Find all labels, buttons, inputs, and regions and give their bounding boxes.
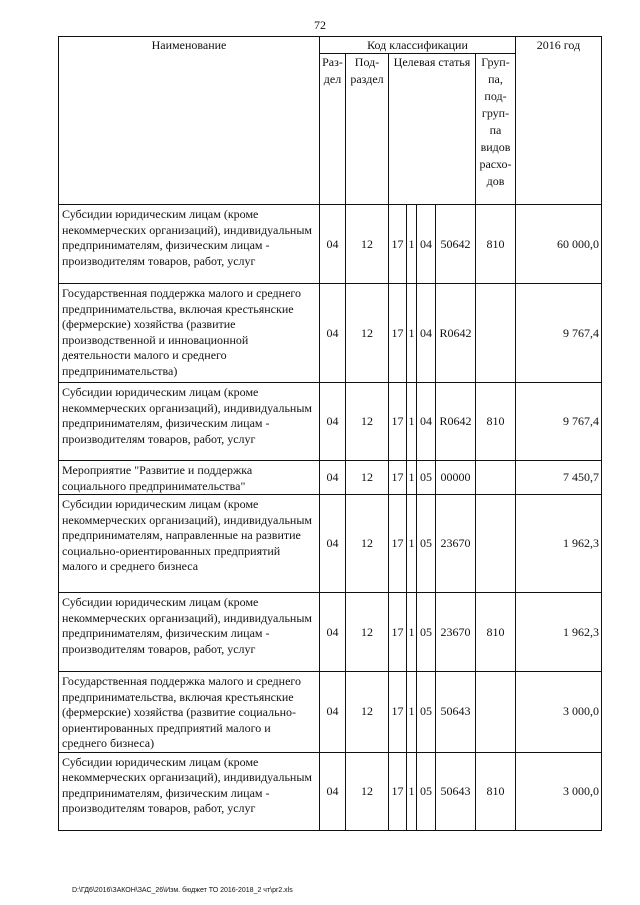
row-name: Субсидии юридическим лицам (кроме некоммерческих организаций), индивидуальным предпринимателям, направленные на развитие социально-ориентированных предприятий малого и среднего бизнеса [59,495,320,593]
row-amount: 9 767,4 [516,383,602,461]
row-amount: 3 000,0 [516,672,602,753]
row-name: Субсидии юридическим лицам (кроме некоммерческих организаций), индивидуальным предпринимателям, физическим лицам - производителям товаров, работ, услуг [59,752,320,830]
row-subsection: 12 [346,205,389,284]
row-subprogram: 1 [407,383,417,461]
row-subprogram: 1 [407,495,417,593]
row-subprogram: 1 [407,593,417,672]
row-subprogram: 1 [407,461,417,495]
row-subprogram: 1 [407,284,417,383]
table-row [59,495,602,593]
row-event: 05 [417,495,436,593]
row-subsection: 12 [346,383,389,461]
row-section: 04 [320,672,346,753]
row-subprogram: 1 [407,752,417,830]
row-program: 17 [389,495,407,593]
table-row [59,752,602,830]
row-expense-group [476,284,516,383]
row-expense-group: 810 [476,205,516,284]
row-event: 04 [417,284,436,383]
row-direction: 50642 [436,205,476,284]
row-section: 04 [320,284,346,383]
table-row [59,284,602,383]
row-subsection: 12 [346,461,389,495]
row-subsection: 12 [346,284,389,383]
row-direction: R0642 [436,284,476,383]
row-event: 04 [417,205,436,284]
row-name: Мероприятие "Развитие и поддержка социального предпринимательства" [59,461,320,495]
row-amount: 3 000,0 [516,752,602,830]
row-direction: 00000 [436,461,476,495]
row-program: 17 [389,284,407,383]
row-name: Субсидии юридическим лицам (кроме некоммерческих организаций), индивидуальным предпринимателям, физическим лицам - производителям товаров, работ, услуг [59,593,320,672]
page-number: 72 [314,18,326,32]
row-expense-group [476,672,516,753]
header-group: Груп- па, под- груп- па видов расхо- дов [476,54,516,205]
row-section: 04 [320,205,346,284]
table-row [59,205,602,284]
row-section: 04 [320,383,346,461]
row-expense-group: 810 [476,383,516,461]
row-direction: R0642 [436,383,476,461]
table-row [59,593,602,672]
header-subsection: Под- раздел [346,54,389,205]
row-direction: 23670 [436,495,476,593]
row-program: 17 [389,383,407,461]
row-subsection: 12 [346,593,389,672]
row-expense-group [476,461,516,495]
row-amount: 60 000,0 [516,205,602,284]
row-program: 17 [389,205,407,284]
row-amount: 1 962,3 [516,495,602,593]
header-name: Наименование [59,37,320,205]
row-name: Государственная поддержка малого и среднего предпринимательства, включая крестьянские (фермерские) хозяйства (развитие социально-ориентированных предприятий малого и среднего бизнеса) [59,672,320,753]
row-amount: 1 962,3 [516,593,602,672]
row-section: 04 [320,461,346,495]
file-path: D:\ГД6\2016\ЗАКОН\ЗАС_26\Изм. бюджет ТО 2016-2018_2 чт\pr2.xls [72,887,293,894]
header-year: 2016 год [516,37,602,205]
row-program: 17 [389,752,407,830]
table-row [59,461,602,495]
row-event: 05 [417,752,436,830]
row-direction: 50643 [436,752,476,830]
row-program: 17 [389,461,407,495]
row-program: 17 [389,672,407,753]
row-amount: 7 450,7 [516,461,602,495]
row-subprogram: 1 [407,672,417,753]
budget-table [58,36,602,831]
header-section: Раз- дел [320,54,346,205]
row-direction: 23670 [436,593,476,672]
row-amount: 9 767,4 [516,284,602,383]
table-row [59,383,602,461]
row-section: 04 [320,752,346,830]
row-section: 04 [320,593,346,672]
row-subsection: 12 [346,752,389,830]
row-expense-group [476,495,516,593]
row-direction: 50643 [436,672,476,753]
row-event: 05 [417,461,436,495]
row-event: 05 [417,593,436,672]
row-name: Субсидии юридическим лицам (кроме некоммерческих организаций), индивидуальным предпринимателям, физическим лицам - производителям товаров, работ, услуг [59,383,320,461]
row-subsection: 12 [346,672,389,753]
row-name: Субсидии юридическим лицам (кроме некоммерческих организаций), индивидуальным предпринимателям, физическим лицам - производителям товаров, работ, услуг [59,205,320,284]
row-expense-group: 810 [476,593,516,672]
row-event: 05 [417,672,436,753]
row-expense-group: 810 [476,752,516,830]
row-event: 04 [417,383,436,461]
row-subsection: 12 [346,495,389,593]
row-section: 04 [320,495,346,593]
table-row [59,672,602,753]
header-code: Код классификации [320,37,516,54]
row-name: Государственная поддержка малого и среднего предпринимательства, включая крестьянские (фермерские) хозяйства (развитие производственной и инновационной деятельности малого и среднего предпринимательства) [59,284,320,383]
row-program: 17 [389,593,407,672]
header-target: Целевая статья [389,54,476,205]
row-subprogram: 1 [407,205,417,284]
